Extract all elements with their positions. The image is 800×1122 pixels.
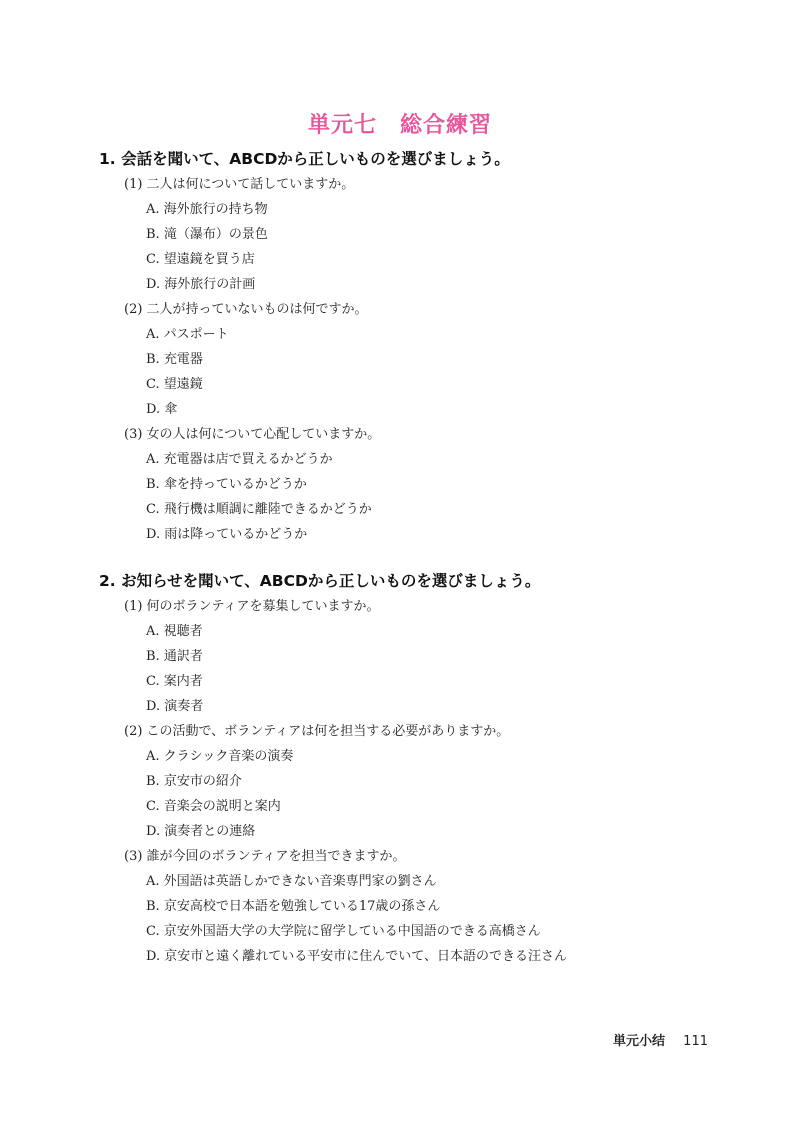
section-heading: 2. お知らせを聞いて、ABCDから正しいものを選びましょう。 <box>99 572 541 590</box>
section-heading: 1. 会話を聞いて、ABCDから正しいものを選びましょう。 <box>99 150 510 168</box>
section-1 <box>99 146 739 547</box>
options-list <box>146 869 739 969</box>
question-2-2 <box>124 719 739 844</box>
option-a: A. クラシック音楽の演奏 <box>146 749 294 764</box>
option-b: B. 滝（瀑布）の景色 <box>146 227 268 242</box>
section-2 <box>99 568 739 969</box>
question-text: (3) 誰が今回のボランティアを担当できますか。 <box>124 849 406 864</box>
options-list <box>146 322 739 422</box>
page-title: 単元七 総合練習 <box>307 113 492 138</box>
question-text: (1) 二人は何について話していますか。 <box>124 177 355 192</box>
option-c: C. 望遠鏡を買う店 <box>146 252 255 267</box>
question-text: (1) 何のボランティアを募集していますか。 <box>124 599 380 614</box>
options-list <box>146 619 739 719</box>
question-1-3 <box>124 422 739 547</box>
options-list <box>146 447 739 547</box>
option-b: B. 京安市の紹介 <box>146 774 242 789</box>
option-a: A. 海外旅行の持ち物 <box>146 202 268 217</box>
option-c: C. 音楽会の説明と案内 <box>146 799 281 814</box>
option-b: B. 京安高校で日本語を勉強している17歳の孫さん <box>146 899 441 914</box>
question-2-1 <box>124 594 739 719</box>
option-a: A. 充電器は店で買えるかどうか <box>146 452 333 467</box>
question-1-2 <box>124 297 739 422</box>
option-c: C. 飛行機は順調に離陸できるかどうか <box>146 502 372 517</box>
option-c: C. 望遠鏡 <box>146 377 203 392</box>
question-1-1 <box>124 172 739 297</box>
options-list <box>146 197 739 297</box>
option-a: A. 視聴者 <box>146 624 203 639</box>
question-text: (2) この活動で、ボランティアは何を担当する必要がありますか。 <box>124 724 510 739</box>
page-footer <box>613 1030 708 1049</box>
question-text: (3) 女の人は何について心配していますか。 <box>124 427 381 442</box>
option-b: B. 充電器 <box>146 352 203 367</box>
option-b: B. 傘を持っているかどうか <box>146 477 307 492</box>
option-d: D. 演奏者 <box>146 699 204 714</box>
option-b: B. 通訳者 <box>146 649 203 664</box>
option-d: D. 傘 <box>146 402 178 417</box>
option-d: D. 京安市と遠く離れている平安市に住んでいて、日本語のできる汪さん <box>146 949 567 964</box>
option-d: D. 海外旅行の計画 <box>146 277 256 292</box>
question-text: (2) 二人が持っていないものは何ですか。 <box>124 302 368 317</box>
option-c: C. 案内者 <box>146 674 203 689</box>
options-list <box>146 744 739 844</box>
option-c: C. 京安外国語大学の大学院に留学している中国語のできる高橋さん <box>146 924 541 939</box>
option-a: A. 外国語は英語しかできない音楽専門家の劉さん <box>146 874 437 889</box>
option-d: D. 雨は降っているかどうか <box>146 527 308 542</box>
option-d: D. 演奏者との連絡 <box>146 824 256 839</box>
option-a: A. パスポート <box>146 327 229 342</box>
footer-label: 単元小结 <box>613 1034 666 1049</box>
question-2-3 <box>124 844 739 969</box>
page-number: 111 <box>683 1034 708 1049</box>
